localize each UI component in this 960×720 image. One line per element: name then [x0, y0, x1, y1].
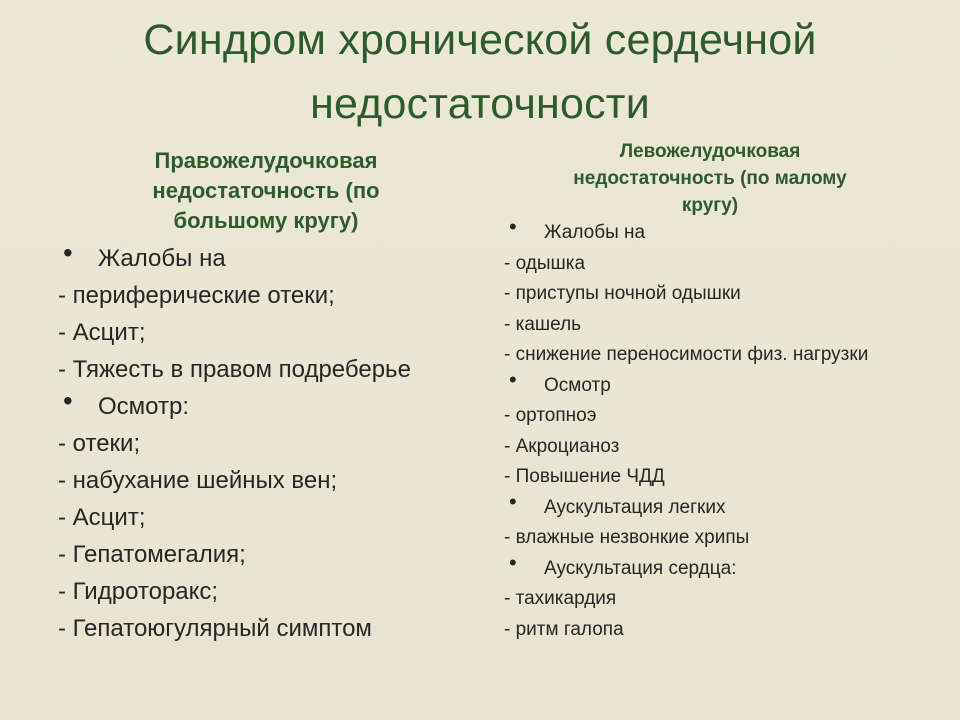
- list-item: [504, 549, 924, 583]
- list-item: [504, 464, 924, 491]
- list-item: [504, 488, 924, 522]
- list-item: [504, 525, 924, 552]
- list-item-text: - тахикардия: [504, 588, 617, 609]
- list-item: [504, 281, 924, 308]
- list-item-text: - влажные незвонкие хрипы: [504, 527, 750, 548]
- list-item: [504, 366, 924, 400]
- list-item-text: - Асцит;: [58, 319, 146, 346]
- list-item: [504, 312, 924, 339]
- bullet-icon: •: [509, 366, 517, 392]
- left-symptom-list: [58, 237, 468, 650]
- list-item-text: - отеки;: [58, 430, 141, 457]
- bullet-icon: •: [509, 549, 517, 575]
- list-item-text: - Акроцианоз: [504, 435, 620, 457]
- list-item-text: Аускультация легких: [544, 496, 726, 518]
- list-item: [504, 251, 924, 278]
- list-item-text: - ортопноэ: [504, 405, 597, 426]
- list-item-text: - ритм галопа: [504, 618, 624, 640]
- list-item-text: Осмотр: [544, 374, 611, 396]
- list-item: [504, 586, 924, 613]
- list-item: [58, 502, 468, 533]
- left-column-heading: Правожелудочковая недостаточность (по большому кругу): [152, 148, 380, 233]
- slide-title: Синдром хронической сердечной недостаточности: [143, 16, 817, 128]
- list-item: [58, 237, 468, 274]
- list-item: [58, 317, 468, 348]
- list-item-text: - Тяжесть в правом подреберье: [58, 356, 411, 383]
- list-item-text: - кашель: [504, 313, 582, 335]
- bullet-icon: •: [509, 214, 517, 239]
- list-item: [504, 434, 924, 461]
- list-item-text: Осмотр:: [98, 393, 189, 420]
- list-item-text: - снижение переносимости физ. нагрузки: [504, 344, 869, 365]
- list-item: [58, 354, 468, 385]
- list-item: [504, 617, 924, 644]
- list-item-text: - Гепатомегалия;: [58, 541, 246, 568]
- list-item: [58, 576, 468, 607]
- bullet-icon: •: [63, 237, 73, 268]
- list-item-text: - приступы ночной одышки: [504, 283, 741, 304]
- bullet-icon: •: [509, 488, 517, 514]
- list-item-text: - Гепатоюгулярный симптом: [58, 615, 372, 642]
- list-item-text: Жалобы на: [98, 245, 226, 272]
- list-item-text: - Асцит;: [58, 504, 146, 531]
- list-item: [58, 539, 468, 570]
- list-item: [58, 613, 468, 644]
- right-column-heading: Левожелудочковая недостаточность (по малому кругу): [573, 141, 847, 216]
- list-item: [58, 428, 468, 459]
- right-symptom-list: [504, 214, 924, 647]
- list-item-text: - одышка: [504, 252, 586, 274]
- list-item-text: - Повышение ЧДД: [504, 466, 665, 487]
- list-item-text: Жалобы на: [544, 222, 646, 243]
- list-item-text: Аускультация сердца:: [544, 557, 737, 579]
- list-item: [504, 342, 924, 369]
- list-item: [58, 280, 468, 311]
- list-item: [58, 465, 468, 496]
- list-item-text: - Гидроторакс;: [58, 578, 219, 605]
- list-item: [504, 214, 924, 247]
- list-item-text: - набухание шейных вен;: [58, 467, 338, 494]
- list-item-text: - периферические отеки;: [58, 282, 335, 309]
- bullet-icon: •: [63, 385, 73, 416]
- list-item: [58, 385, 468, 422]
- list-item: [504, 403, 924, 430]
